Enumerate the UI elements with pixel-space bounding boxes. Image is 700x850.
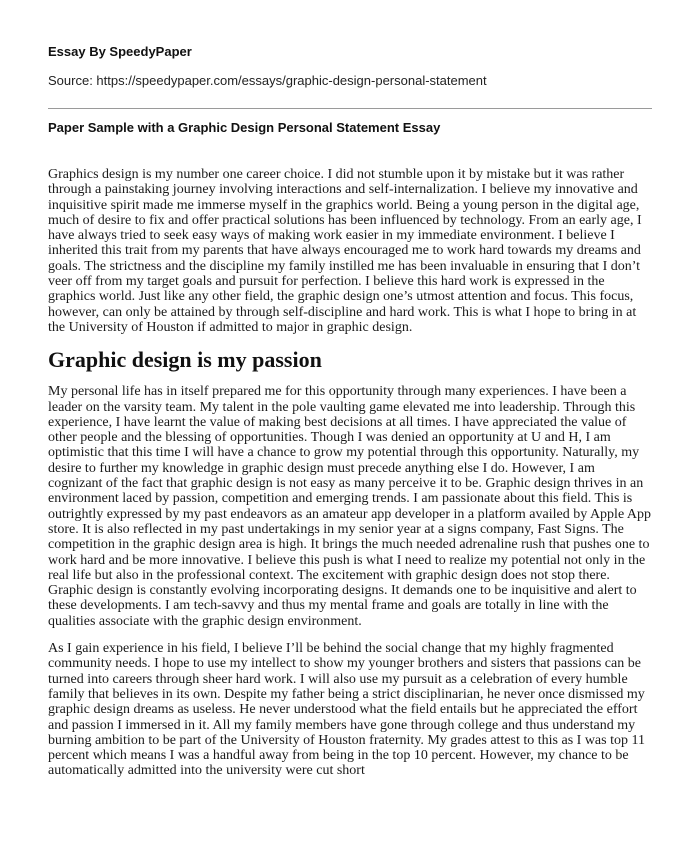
body-paragraph-2: My personal life has in itself prepared me for this opportunity through many experiences. I have been a leader on the varsity team. My talent in the pole vaulting game elevated me into leadership. Through this experience, I have learnt the value of making best decisions at all times. I have appreciated the value of other people and the blessing of opportunities. Though I was denied an opportunity at U and H, I am optimistic that this time I will have a chance to grow my potential through this opportunity. Naturally, my desire to further my knowledge in graphic design must precede anything else I do. However, I am cognizant of the fact that graphic design is not easy as many perceive it to be. Graphic design thrives in an environment laced by passion, competition and emerging trends. I am passionate about this field. This is outrightly expressed by my past endeavors as an amateur app developer in a platform availed by Apple App store. It is also reflected in my past undertakings in my senior year at a signs company, Fast Signs. The competition in the graphic design area is high. It brings the much needed adrenaline rush that pushes one to work hard and be more innovative. I believe this push is what I need to realize my potential not only in the real life but also in the professional context. The excitement with graphic design does not stop there. Graphic design is constantly evolving incorporating designs. It demands one to be inquisitive and alert to these developments. I am tech-savvy and thus my mental frame and goals are totally in line with the qualities associate with the graphic design environment. bbox=[48, 384, 651, 629]
source-line: Source: https://speedypaper.com/essays/graphic-design-personal-statement bbox=[48, 73, 487, 88]
section-heading: Graphic design is my passion bbox=[48, 347, 322, 373]
intro-paragraph: Graphics design is my number one career choice. I did not stumble upon it by mistake but it was rather through a painstaking journey involving interactions and self-internalization. I believe my innovative and inquisitive spirit made me immerse myself in the graphics world. Being a young person in the digital age, much of desire to fix and offer practical solutions has been influenced by technology. From an early age, I have always tried to seek easy ways of making work easier in my immediate environment. I believe I inherited this trait from my parents that have always encouraged me to work hard towards my dreams and goals. The strictness and the discipline my family instilled me has been invaluable in ensuring that I don’t veer off from my target goals and pursuit for perfection. I believe this hard work is expressed in the graphics world. Just like any other field, the graphic design one’s utmost attention and focus. This focus, however, can only be attained by through self-discipline and hard work. This is what I hope to bring in at the University of Houston if admitted to major in graphic design. bbox=[48, 167, 642, 335]
paper-title: Paper Sample with a Graphic Design Personal Statement Essay bbox=[48, 120, 441, 135]
essay-site-title: Essay By SpeedyPaper bbox=[48, 44, 192, 59]
body-paragraph-3: As I gain experience in his field, I believe I’ll be behind the social change that my highly fragmented community needs. I hope to use my intellect to show my younger brothers and sisters that passions can be turned into careers through sheer hard work. I will also use my pursuit as a celebration of every humble family that believes in its own. Despite my father being a strict disciplinarian, he never once dismissed my graphic design dreams as useless. He never understood what the field entails but he appreciated the effort and passion I immersed in it. All my family members have gone through college and thus understand my burning ambition to be part of the University of Houston fraternity. My grades attest to this as I was top 11 percent which means I was a handful away from being in the top 10 percent. However, my chance to be automatically admitted into the university were cut short bbox=[48, 641, 645, 779]
header-divider bbox=[48, 108, 652, 109]
essay-body bbox=[48, 167, 652, 791]
